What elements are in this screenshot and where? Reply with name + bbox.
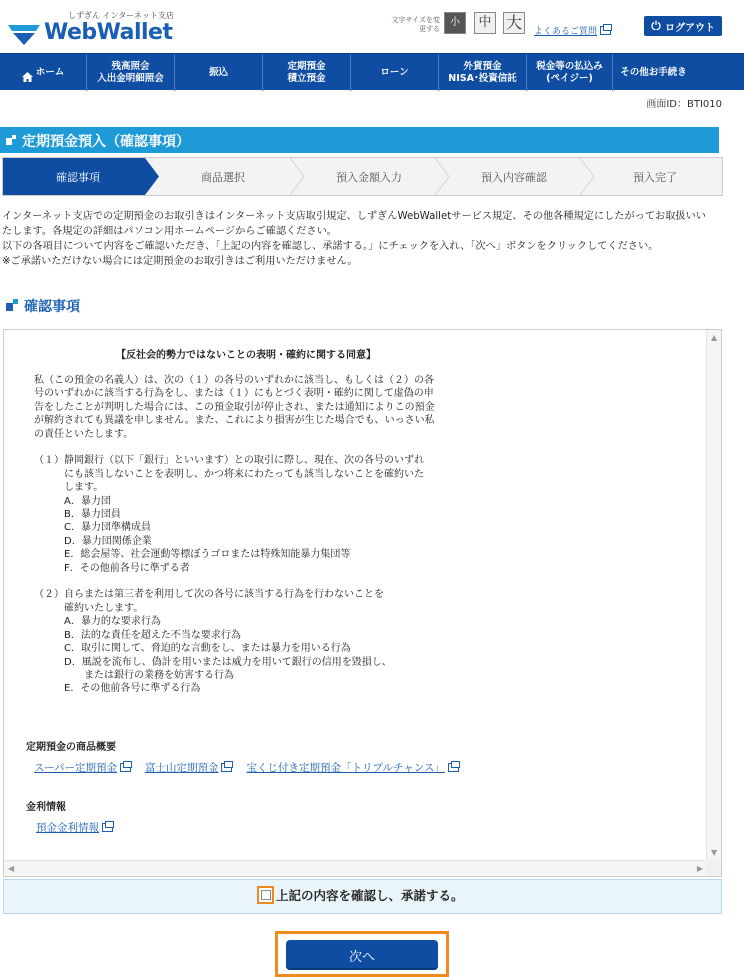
terms-line: または銀行の業務を妨害する行為: [34, 669, 234, 681]
faq-label: よくあるご質問: [534, 27, 598, 37]
power-icon: [651, 20, 661, 33]
terms-body: [34, 374, 435, 696]
nav-item-tax-payment[interactable]: 税金等の払込み (ペイジー): [527, 54, 613, 91]
terms-line: [34, 575, 435, 588]
terms-scroll-box[interactable]: [3, 329, 722, 877]
fontsize-large-button[interactable]: 大: [503, 12, 525, 34]
product-links: [34, 760, 459, 775]
terms-line: E．その他前各号に準ずる行為: [34, 683, 201, 695]
product-link-label: 富士山定期預金: [144, 762, 219, 774]
page-title-bar: [0, 127, 719, 153]
logo-tagline: しずぎん インターネット支店: [68, 11, 174, 20]
next-button[interactable]: 次へ: [286, 940, 438, 970]
agree-label[interactable]: 上記の内容を確認し、承諾する。: [276, 888, 464, 903]
header: [0, 0, 744, 52]
external-window-icon: [102, 823, 113, 832]
intro-line: 以下の各項目について内容をご確認いただき、「上記の内容を確認し、承諾する。」にチェックを入れ、「次へ」ボタンをクリックしてください。: [2, 241, 659, 252]
products-heading: 定期預金の商品概要: [26, 742, 116, 753]
rates-link[interactable]: [36, 820, 113, 835]
terms-line: （１）静岡銀行（以下「銀行」といいます）との取引に際し、現在、次の各号のいずれ: [34, 455, 424, 467]
terms-line: します。: [34, 482, 104, 494]
step-confirm-items: 確認事項: [56, 170, 100, 184]
home-icon: [22, 60, 33, 86]
agree-checkbox-highlight[interactable]: [257, 886, 274, 904]
next-button-highlight: [275, 931, 449, 977]
agree-box: [3, 879, 722, 914]
faq-link[interactable]: [534, 24, 611, 37]
step-amount-input: 預入金額入力: [336, 170, 402, 184]
terms-line: 私（この預金の名義人）は、次の（１）の各号のいずれかに該当し、もしくは（２）の各: [34, 375, 434, 386]
fontsize-small-button[interactable]: 小: [444, 12, 466, 34]
logo-text: WebWallet: [44, 20, 173, 45]
nav-item-home[interactable]: [0, 54, 87, 91]
terms-title: 【反社会的勢力ではないことの表明・確約に関する同意】: [116, 350, 376, 361]
terms-line: A．暴力的な要求行為: [34, 616, 161, 628]
nav-item-balance[interactable]: 残高照会 入出金明細照会: [87, 54, 175, 91]
nav-item-other[interactable]: その他お手続き: [620, 66, 687, 78]
terms-line: 確約いたします。: [34, 602, 144, 614]
terms-line: C．暴力団準構成員: [34, 522, 151, 534]
progress-steps: [2, 157, 723, 196]
scrollbar-corner: [706, 860, 721, 876]
terms-line: B．暴力団員: [34, 509, 121, 521]
terms-line: の責任といたします。: [34, 428, 134, 440]
terms-line: C．取引に関して、脅迫的な言動をし、または暴力を用いる行為: [34, 643, 351, 655]
product-link-triple-chance[interactable]: [246, 760, 458, 775]
terms-content: [4, 330, 707, 860]
terms-line: （２）自らまたは第三者を利用して次の各号に該当する行為を行わないことを: [34, 589, 384, 601]
logo-mark-icon: [6, 21, 42, 45]
terms-line: が解約されても異議を申しません。また、これにより損害が生じた場合でも、いっさい私: [34, 415, 435, 427]
nav-label: ホーム: [35, 66, 65, 78]
vertical-scrollbar[interactable]: [706, 330, 721, 860]
terms-line: F．その他前各号に準ずる者: [34, 562, 190, 574]
step-product-select: 商品選択: [201, 170, 245, 184]
product-link-fujisan[interactable]: [145, 760, 233, 775]
nav-item-loan[interactable]: ローン: [351, 54, 439, 91]
screen-id: 画面ID：BTI010: [646, 99, 722, 110]
logout-button[interactable]: [644, 16, 722, 36]
terms-line: B．法的な責任を超えた不当な要求行為: [34, 629, 241, 641]
horizontal-scrollbar[interactable]: [4, 860, 707, 876]
intro-line: インターネット支店での定期預金のお取引きはインターネット支店取引規定、しずぎんWebWalletサービス規定、その他各種規定にしたがってお取扱いい: [2, 211, 706, 222]
external-window-icon: [120, 763, 131, 772]
nav-item-time-deposit[interactable]: 定期預金 積立預金: [263, 54, 351, 91]
global-nav: [0, 53, 744, 90]
scroll-left-arrow-icon[interactable]: ◀: [8, 864, 15, 873]
product-link-label: スーパー定期預金: [34, 762, 117, 774]
intro-text: [2, 209, 722, 269]
intro-line: たします。各規定の詳細はパソコン用ホームページからご確認ください。: [2, 226, 337, 237]
external-window-icon: [448, 763, 459, 772]
external-window-icon: [221, 763, 232, 772]
section-heading: [6, 296, 80, 316]
product-link-super[interactable]: [34, 760, 131, 775]
rates-link-label: 預金金利情報: [36, 822, 99, 834]
terms-line: にも該当しないことを表明し、かつ将来にわたっても該当しないことを確約いた: [34, 468, 424, 480]
terms-line: D．暴力団関係企業: [34, 535, 152, 547]
step-content-confirm: 預入内容確認: [481, 170, 547, 184]
step-complete: 預入完了: [633, 170, 677, 184]
terms-line: A．暴力団: [34, 495, 111, 507]
scroll-up-arrow-icon[interactable]: ▲: [711, 333, 718, 342]
terms-line: 号のいずれかに該当する行為をし、または（１）にもとづく表明・確約に関して虚偽の申: [34, 388, 434, 400]
agree-control[interactable]: [257, 886, 464, 904]
fontsize-label: 文字サイズを変更する: [391, 16, 440, 33]
section-title: 確認事項: [24, 299, 80, 315]
product-link-label: 宝くじ付き定期預金「トリプルチャンス」: [246, 762, 445, 774]
agree-checkbox[interactable]: [261, 890, 271, 900]
section-mark-icon: [6, 299, 18, 314]
nav-item-transfer[interactable]: 振込: [175, 54, 263, 91]
title-mark-icon: [6, 135, 16, 145]
scroll-right-arrow-icon[interactable]: ▶: [696, 864, 703, 873]
external-window-icon: [600, 26, 611, 35]
page-title: 定期預金預入（確認事項）: [22, 134, 190, 150]
terms-line: [34, 441, 435, 454]
intro-line: ※ご承諾いただけない場合には定期預金のお取引きはご利用いただけません。: [2, 256, 358, 267]
scroll-down-arrow-icon[interactable]: ▼: [711, 848, 718, 857]
terms-line: 告をしたことが判明した場合には、この預金取引が停止され、または通知によりこの預金: [34, 401, 435, 413]
rates-heading: 金利情報: [26, 802, 66, 813]
logout-label: ログアウト: [665, 22, 715, 34]
nav-item-foreign-deposit[interactable]: 外貨預金 NISA･投資信託: [439, 54, 527, 91]
terms-line: D．風説を流布し、偽計を用いまたは威力を用いて銀行の信用を毀損し、: [34, 656, 392, 668]
fontsize-medium-button[interactable]: 中: [474, 12, 496, 34]
terms-line: E．総会屋等、社会運動等標ぼうゴロまたは特殊知能暴力集団等: [34, 549, 351, 561]
